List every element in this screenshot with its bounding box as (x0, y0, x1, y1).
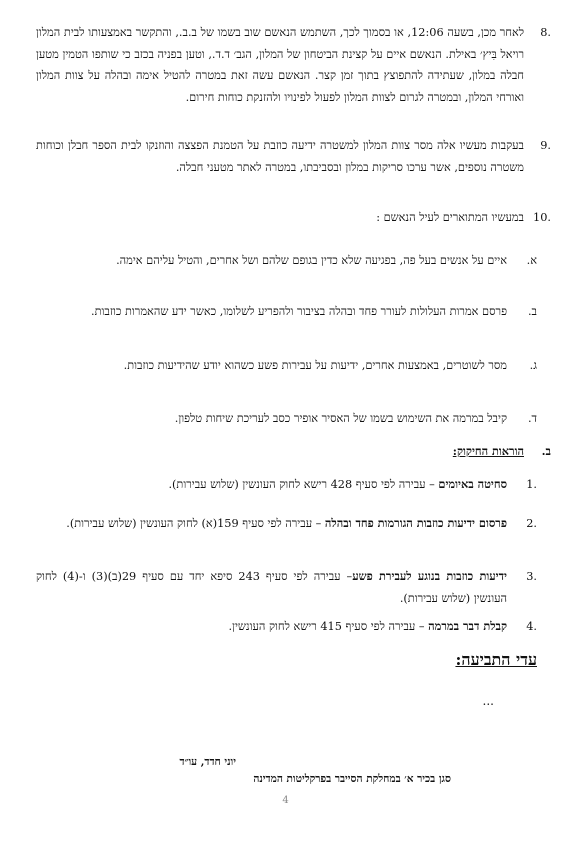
law-item-1 (36, 474, 537, 496)
law-item-2 (36, 513, 537, 535)
law-detail: – עבירה לפי סעיף 159(א) לחוק העונשין (שלוש עבירות). (66, 517, 325, 530)
list-item-letter: ג. (529, 359, 537, 372)
list-item-text: קיבל במרמה את השימוש בשמו של האסיר אופיר כסב לעריכת שיחות טלפון. (174, 412, 507, 425)
list-item-letter: ב. (527, 305, 537, 318)
section-b-heading (36, 441, 551, 463)
paragraph-10 (36, 207, 551, 229)
paragraph-8 (36, 22, 551, 109)
page-number: 4 (282, 795, 289, 806)
law-detail: – עבירה לפי סעיף 243 סיפא יחד עם סעיף 29(ב)(3) ו-(4) לחוק העונשין (שלוש עבירות). (36, 570, 507, 605)
paragraph-text: לאחר מכן, בשעה 12:06, או בסמוך לכך, השתמש הנאשם שוב בשמו של ב.ב., והתקשר באמצעותו לבית המלון רויאל בִּיץ׳ באילת. הנאשם איים על קצינת הביטחון של המלון, הגב׳ ד.ד., וטען בפניה בכזב כי שותפו הטמין מטען חבלה במלון, שעתידה להתפוצץ בתוך זמן קצר. הנאשם עשה זאת במטרה להטיל אימה ובהלה על צוות המלון ואורחי המלון, ובמטרה לגרום לצוות המלון לפעול לפינויו ולהזנקת כוחות חירום. (36, 26, 525, 105)
signature-name: יוני חדד, עו״ד (179, 756, 236, 768)
law-number: .2 (526, 517, 537, 530)
paragraph-text: במעשיו המתוארים לעיל הנאשם : (376, 211, 524, 224)
section-letter: ב. (541, 444, 551, 458)
witnesses-title: עדי התביעה: (455, 650, 537, 669)
section-heading-text: הוראות החיקוק: (452, 444, 524, 458)
paragraph-number: .9 (540, 139, 551, 152)
list-item-text: מסר לשוטרים, באמצעות אחרים, ידיעות על עבירות פשע כשהוא יודע שהידיעות כוזבות. (123, 359, 507, 372)
list-item-text: איים על אנשים בעל פה, בפגיעה שלא כדין בגופם שלהם ושל אחרים, והטיל עליהם אימה. (116, 254, 507, 267)
law-number: .4 (526, 620, 537, 633)
law-detail: – עבירה לפי סעיף 428 רישא לחוק העונשין (שלוש עבירות). (168, 478, 439, 491)
list-item-letter: ד. (527, 412, 537, 425)
signature-role: סגן בכיר א׳ במחלקת הסייבר בפרקליטות המדינה (253, 773, 451, 785)
paragraph-text: בעקבות מעשיו אלה מסר צוות המלון למשטרה ידיעה כוזבת על הטמנת הפצצה והוזנקו לבית הספר חבלן וכוחות משטרה נוספים, אשר ערכו סריקות במלון ובסביבתו, במטרה לאתר מטעני חבלה. (36, 139, 524, 174)
list-item-d (36, 408, 537, 430)
law-number: .3 (526, 570, 537, 583)
law-name: פרסום ידיעות כוזבות הגורמות פחד ובהלה (324, 516, 507, 530)
law-number: .1 (526, 478, 537, 491)
law-detail: – עבירה לפי סעיף 415 רישא לחוק העונשין. (228, 620, 429, 633)
law-item-3 (36, 566, 537, 609)
witnesses-placeholder: ... (482, 694, 494, 708)
list-item-text: פרסם אמרות העלולות לעורר פחד ובהלה בציבור ולהפריע לשלומו, כאשר ידע שהאמרות כוזבות. (91, 305, 507, 318)
paragraph-number: .10 (533, 211, 551, 224)
list-item-letter: א. (526, 254, 537, 267)
paragraph-9 (36, 135, 551, 178)
law-item-4 (36, 616, 537, 638)
list-item-a (36, 250, 537, 272)
list-item-c (36, 355, 537, 377)
law-name: סחיטה באיומים (438, 477, 507, 491)
list-item-b (36, 301, 537, 323)
paragraph-number: .8 (540, 26, 551, 39)
law-name: ידיעות כוזבות בנוגע לעבירת פשע (352, 569, 507, 583)
law-name: קבלת דבר במרמה (428, 619, 507, 633)
